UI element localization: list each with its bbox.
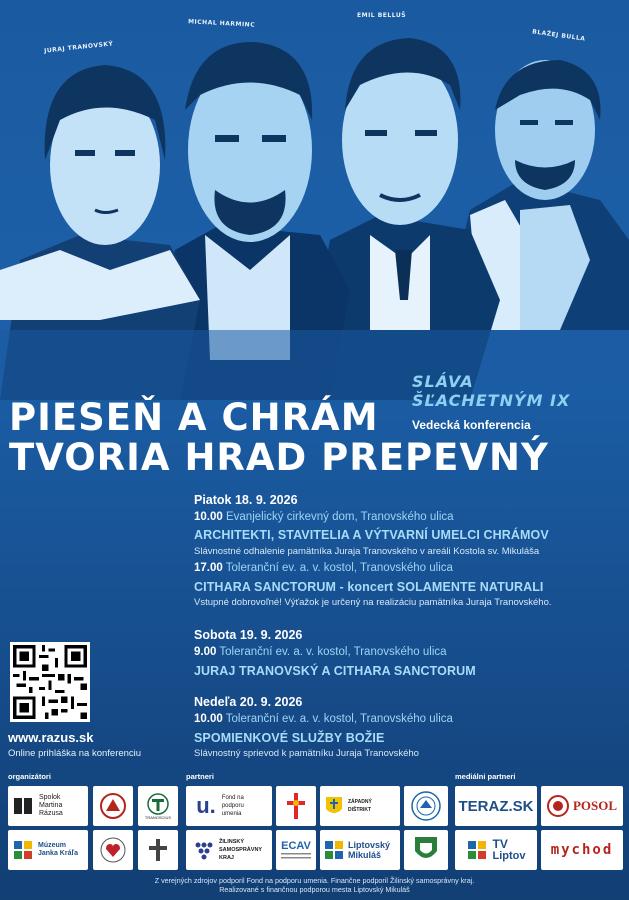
t-letter-icon <box>147 793 169 815</box>
day-sunday: Nedeľa 20. 9. 2026 <box>194 695 303 709</box>
group-label-media: mediálni partneri <box>455 772 516 781</box>
cross-emblem-icon <box>144 836 172 864</box>
logo-partner-4[interactable] <box>404 786 448 826</box>
logo-zilinsky-kraj[interactable] <box>186 830 272 870</box>
event-title: ARCHITEKTI, STAVITELIA A VÝTVARNÍ UMELCI CHRÁMOV <box>194 528 549 542</box>
logo-tv-liptov[interactable] <box>455 830 537 870</box>
cross-icon <box>283 791 309 821</box>
logo-tv-text: TV <box>492 837 508 851</box>
logo-organizer-5[interactable] <box>93 830 133 870</box>
logo-zilinsky-text: ŽILINSKÝ SAMOSPRÁVNY KRAJ <box>219 839 262 861</box>
logo-muzeum[interactable] <box>8 830 88 870</box>
event-place: Toleranční ev. a. v. kostol, Tranovského ulica <box>225 562 453 574</box>
posol-seal-icon <box>547 795 569 817</box>
title-line-1: PIESEŇ A CHRÁM <box>9 396 379 439</box>
group-label-partners: partneri <box>186 772 214 781</box>
heart-emblem-icon <box>98 835 128 865</box>
event-time: 10.00 <box>194 511 223 523</box>
museum-icon <box>12 839 34 861</box>
event-subtitle: Slávnostné odhalenie pamätníka Juraja Tranovského v areáli Kostola sv. Mikuláša <box>194 546 540 557</box>
logo-liptovsky-mikulas[interactable] <box>320 830 400 870</box>
logo-mychod[interactable] <box>541 830 623 870</box>
logo-tv-textbox <box>493 838 526 862</box>
logo-lm-text: Liptovský Mikuláš <box>348 840 391 860</box>
logo-teraz-text: TERAZ.SK <box>458 797 534 815</box>
logo-liptov-text: Liptov <box>492 850 526 862</box>
logo-partner-8[interactable] <box>404 830 448 870</box>
logo-zapadny-text: ZÁPADNÝ DIŠTRIKT <box>348 799 372 813</box>
logo-spolok-text: Spolok Martina Rázusa <box>39 794 63 817</box>
day-saturday: Sobota 19. 9. 2026 <box>194 628 303 642</box>
tv-grid-icon <box>467 840 487 860</box>
event-time-place <box>194 646 447 658</box>
logo-fond[interactable] <box>186 786 272 826</box>
emblem-icon <box>98 791 128 821</box>
logo-tranoscius[interactable] <box>138 786 178 826</box>
event-title: CITHARA SANCTORUM - koncert SOLAMENTE NATURALI <box>194 580 544 594</box>
website-link[interactable]: www.razus.sk <box>8 730 94 745</box>
main-title <box>9 398 549 478</box>
ecav-lines-icon <box>281 852 311 860</box>
u-letter-icon: u. <box>196 793 216 818</box>
series-line-1: SLÁVA <box>412 372 474 391</box>
registration-note: Online prihláška na konferenciu <box>8 748 142 759</box>
shield-icon <box>413 835 439 865</box>
event-title: JURAJ TRANOVSKÝ A CITHARA SANCTORUM <box>194 664 476 678</box>
logo-organizer-2[interactable] <box>93 786 133 826</box>
footer-line-1: Z verejných zdrojov podporil Fond na podporu umenia. Finančne podporil Žilinský samosprávny kraj. <box>154 876 475 885</box>
day-friday: Piatok 18. 9. 2026 <box>194 493 298 507</box>
logo-organizer-6[interactable] <box>138 830 178 870</box>
logo-posol-text: POSOL <box>572 798 618 813</box>
event-time-place <box>194 562 453 574</box>
book-icon <box>11 794 35 818</box>
event-time-place <box>194 511 454 523</box>
event-place: Toleranční ev. a. v. kostol, Tranovského ulica <box>225 713 453 725</box>
portrait-name-bulla: BLAŽEJ BULLA <box>531 28 586 43</box>
portrait-name-bellus: EMIL BELLUŠ <box>357 12 407 19</box>
seal-icon <box>410 790 442 822</box>
logo-posol[interactable] <box>541 786 623 826</box>
event-time: 17.00 <box>194 562 223 574</box>
logo-ecav-text: ECAV <box>281 840 311 852</box>
region-mark-icon <box>193 839 215 861</box>
qr-code[interactable] <box>10 642 90 722</box>
qr-pattern <box>10 642 90 722</box>
logo-fond-text: Fond na podporu umenia <box>221 795 244 817</box>
event-time-place <box>194 713 453 725</box>
portrait-name-harminc: MICHAL HARMINC <box>187 18 256 29</box>
logo-tranoscius-text: TRANOSCIUS <box>144 814 172 820</box>
logo-mychod-text: mychod <box>550 842 614 858</box>
logo-tranoscius-box <box>145 793 171 820</box>
footer-line-2: Realizované s finančnou podporou mesta Liptovský Mikuláš <box>219 885 410 894</box>
logo-muzeum-text: Múzeum Janka Kráľa <box>38 842 79 857</box>
series-line-2: ŠĽACHETNÝM IX <box>412 391 571 410</box>
event-title: SPOMIENKOVÉ SLUŽBY BOŽIE <box>194 731 385 745</box>
portrait-name-tranovsky: JURAJ TRANOVSKÝ <box>43 40 114 55</box>
logo-spolok[interactable] <box>8 786 88 826</box>
portrait-illustration <box>0 0 629 400</box>
lm-grid-icon <box>324 840 344 860</box>
event-place: Toleranční ev. a. v. kostol, Tranovského ulica <box>219 646 447 658</box>
event-time: 9.00 <box>194 646 217 658</box>
logo-partner-2[interactable] <box>276 786 316 826</box>
logo-ecav[interactable] <box>276 830 316 870</box>
logo-teraz[interactable] <box>455 786 537 826</box>
event-subtitle: Slávnostný sprievod k pamätníku Juraja Tranovského <box>194 748 419 759</box>
conference-subtitle: Vedecká konferencia <box>412 418 531 432</box>
footer-credits <box>0 876 629 894</box>
logo-zapadny-distrikt[interactable] <box>320 786 400 826</box>
event-subtitle: Vstupné dobrovoľné! Výťažok je určený na realizáciu pamätníka Juraja Tranovského. <box>194 597 552 608</box>
group-label-organizers: organizátori <box>8 772 51 781</box>
title-line-2: TVORIA HRAD PREPEVNÝ <box>9 436 549 479</box>
event-place: Evanjelický cirkevný dom, Tranovského ulica <box>225 511 454 523</box>
event-time: 10.00 <box>194 713 223 725</box>
church-crest-icon <box>324 793 344 819</box>
